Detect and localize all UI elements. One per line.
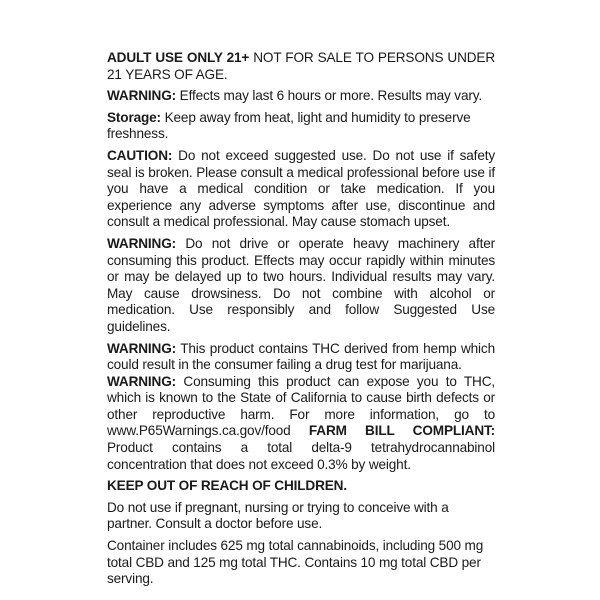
warning-label	[107, 50, 495, 593]
machinery-warning-text: Do not drive or operate heavy machinery after consuming this product. Effects may occur rapidly within minutes or may be delayed up to two hours. Individual results may vary. May cause drowsiness. Do not combine with alcohol or medication. Use responsibly and follow Suggested Use guidelines.	[107, 235, 495, 334]
caution-heading: CAUTION:	[107, 147, 173, 163]
thc-warning	[107, 341, 495, 374]
container-text: Container includes 625 mg total cannabinoids, including 500 mg total CBD and 125 mg total THC. Contains 10 mg total CBD per serving.	[107, 538, 484, 587]
storage-heading: Storage:	[107, 109, 161, 125]
farm-bill-text: Product contains a total delta-9 tetrahydrocannabinol concentration that does not exceed 0.3% by weight.	[107, 440, 495, 472]
pregnancy-notice	[107, 500, 495, 533]
prop65-warning-heading: WARNING:	[107, 373, 177, 389]
adult-use-heading: ADULT USE ONLY 21+	[107, 50, 250, 65]
storage-text: Keep away from heat, light and humidity to preserve freshness.	[107, 109, 471, 142]
pregnancy-text: Do not use if pregnant, nursing or trying to conceive with a partner. Consult a doctor before use.	[107, 499, 449, 532]
keep-out-heading: KEEP OUT OF REACH OF CHILDREN.	[107, 478, 347, 494]
machinery-warning-heading: WARNING:	[107, 235, 177, 251]
thc-warning-text: This product contains THC derived from hemp which could result in the consumer failing a drug test for marijuana.	[107, 340, 495, 373]
prop65-warning	[107, 374, 495, 474]
adult-use-notice	[107, 50, 495, 83]
effects-warning	[107, 88, 495, 105]
thc-warning-heading: WARNING:	[107, 340, 177, 356]
prop65-warning-text: Consuming this product can expose you to THC, which is known to the State of California to cause birth defects or other reproductive harm. For more information, go to www.P65Warnings.ca.gov/food	[107, 373, 495, 439]
farm-bill-heading: FARM BILL COMPLIANT:	[308, 423, 496, 439]
keep-out-notice	[107, 478, 495, 495]
caution-notice	[107, 148, 495, 231]
caution-text: Do not exceed suggested use. Do not use if safety seal is broken. Please consult a medical professional before use if you have a medical condition or take medication. If you experience any adverse symptoms after use, discontinue and consult a medical professional. May cause stomach upset.	[107, 147, 495, 230]
adult-use-text: NOT FOR SALE TO PERSONS UNDER 21 YEARS OF AGE.	[107, 50, 495, 82]
effects-warning-heading: WARNING:	[107, 88, 177, 104]
effects-warning-text: Effects may last 6 hours or more. Results may vary.	[176, 88, 482, 104]
storage-notice	[107, 110, 495, 143]
container-contents	[107, 538, 495, 588]
machinery-warning	[107, 236, 495, 336]
